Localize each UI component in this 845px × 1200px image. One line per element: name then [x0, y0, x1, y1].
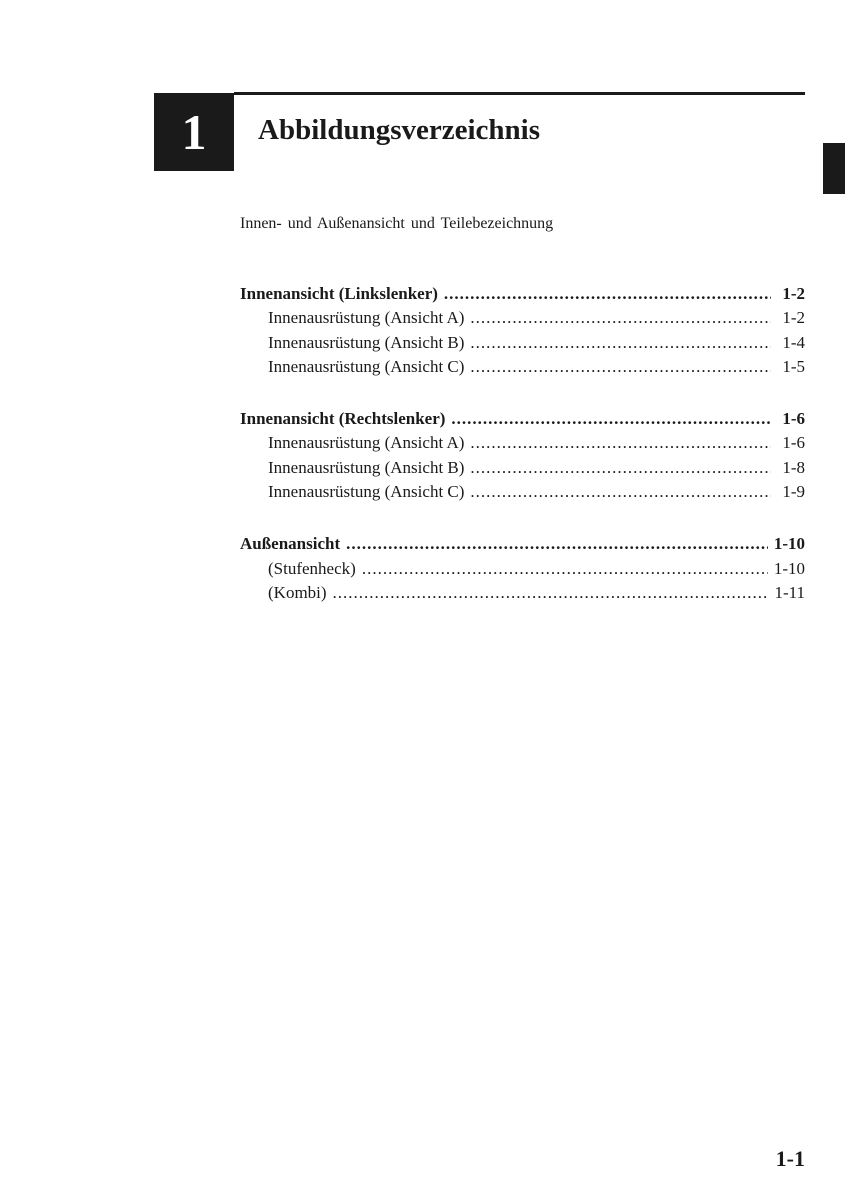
chapter-number-box [154, 93, 234, 171]
toc-section [240, 407, 805, 504]
toc-entry-main[interactable] [240, 407, 805, 431]
toc-entry-title: Innenansicht (Rechtslenker) [240, 409, 446, 429]
toc-entry-page: 1-8 [782, 457, 805, 477]
toc-entry-title: Innenansicht (Linkslenker) [240, 284, 438, 303]
toc-entry-page: 1-10 [773, 534, 805, 554]
toc-entry-title: (Stufenheck) [268, 558, 356, 578]
toc-leader-dots [470, 306, 771, 330]
toc-leader-dots [444, 282, 771, 306]
toc-section [240, 282, 805, 379]
chapter-side-tab [823, 143, 845, 194]
toc-entry-sub[interactable] [240, 456, 805, 480]
toc-entry-title: (Kombi) [268, 582, 327, 602]
toc-entry-sub[interactable] [240, 480, 805, 504]
toc-entry-page: 1-6 [782, 409, 805, 429]
toc-entry-page: 1-2 [782, 284, 805, 303]
toc-leader-dots [362, 557, 768, 581]
toc-entry-page: 1-4 [782, 332, 805, 352]
toc-entry-sub[interactable] [240, 355, 805, 379]
toc-leader-dots [470, 456, 771, 480]
toc-entry-title: Innenausrüstung (Ansicht C) [268, 482, 465, 502]
table-of-contents [240, 282, 805, 633]
toc-entry-title: Außenansicht [240, 534, 341, 554]
toc-leader-dots [451, 407, 771, 431]
toc-entry-sub[interactable] [240, 557, 805, 581]
chapter-title: Abbildungsverzeichnis [258, 114, 540, 146]
toc-entry-sub[interactable] [240, 306, 805, 330]
intro-text: Innen- und Außenansicht und Teilebezeichnung [240, 215, 554, 232]
toc-entry-page: 1-11 [774, 582, 805, 602]
toc-leader-dots [346, 532, 768, 556]
toc-entry-title: Innenausrüstung (Ansicht B) [268, 332, 465, 352]
toc-entry-title: Innenausrüstung (Ansicht B) [268, 457, 465, 477]
toc-entry-main[interactable] [240, 532, 805, 556]
toc-entry-title: Innenausrüstung (Ansicht C) [268, 356, 465, 376]
toc-leader-dots [470, 480, 771, 504]
toc-leader-dots [333, 581, 769, 605]
toc-entry-sub[interactable] [240, 331, 805, 355]
toc-entry-main[interactable] [240, 282, 805, 306]
toc-entry-page: 1-5 [782, 356, 805, 376]
page-number: 1-1 [775, 1146, 805, 1171]
toc-entry-page: 1-2 [782, 308, 805, 328]
toc-section [240, 532, 805, 605]
toc-entry-page: 1-6 [782, 433, 805, 453]
toc-leader-dots [470, 431, 771, 455]
toc-entry-sub[interactable] [240, 581, 805, 605]
toc-leader-dots [470, 331, 771, 355]
toc-entry-title: Innenausrüstung (Ansicht A) [268, 308, 465, 328]
toc-entry-page: 1-9 [782, 482, 805, 502]
toc-entry-title: Innenausrüstung (Ansicht A) [268, 433, 465, 453]
toc-entry-page: 1-10 [773, 558, 805, 578]
toc-entry-sub[interactable] [240, 431, 805, 455]
chapter-number: 1 [181, 104, 207, 160]
header-rule [234, 92, 805, 95]
toc-leader-dots [470, 355, 771, 379]
